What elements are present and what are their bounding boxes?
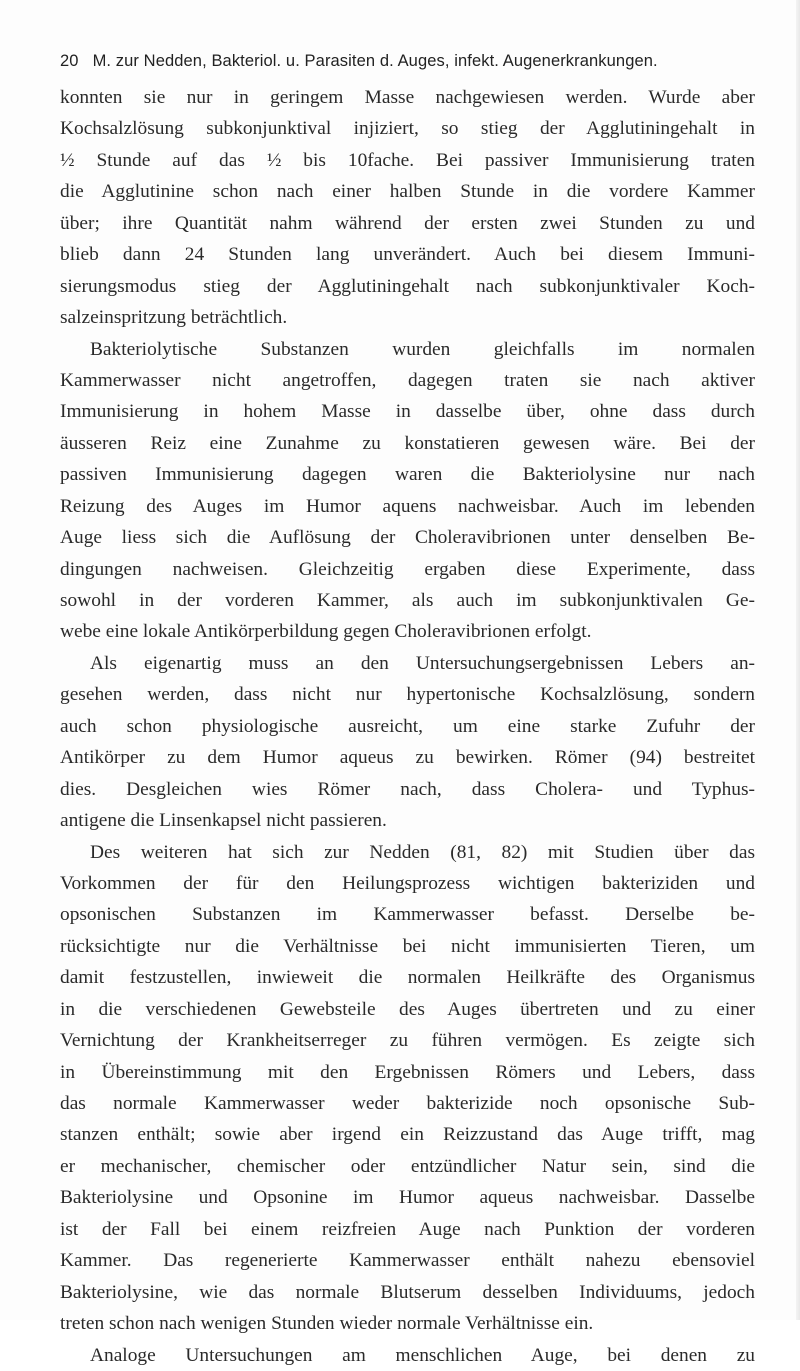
text-line-37: ist der Fall bei einem reizfreien Auge nach Punktion der vorderen (60, 1218, 755, 1240)
text-line-22: Antikörper zu dem Humor aqueus zu bewirken. Römer (94) bestreitet (60, 747, 755, 769)
text-line-33: das normale Kammerwasser weder bakterizide noch opsonische Sub- (60, 1093, 755, 1114)
text-line-34: stanzen enthält; sowie aber irgend ein Reizzustand das Auge trifft, mag (60, 1124, 755, 1146)
text-line-31: Vernichtung der Krankheitserreger zu führen vermögen. Es zeigte sich (60, 1030, 755, 1052)
text-line-3: ½ Stunde auf das ½ bis 10fache. Bei passiver Immunisierung traten (60, 149, 755, 171)
text-line-36: Bakteriolysine und Opsonine im Humor aqueus nachweisbar. Dasselbe (60, 1187, 755, 1209)
text-line-19: Als eigenartig muss an den Untersuchungsergebnissen Lebers an- (90, 652, 755, 674)
page-number: 20 (60, 52, 79, 70)
text-line-40: treten schon nach wenigen Stunden wieder normale Verhältnisse ein. (60, 1313, 594, 1335)
text-line-18: webe eine lokale Antikörperbildung gegen Choleravibrionen erfolgt. (60, 621, 592, 643)
text-line-21: auch schon physiologische ausreicht, um eine starke Zufuhr der (60, 715, 755, 737)
text-line-14: Reizung des Auges im Humor aquens nachweisbar. Auch im lebenden (60, 495, 755, 517)
text-line-7: sierungsmodus stieg der Agglutiningehalt nach subkonjunktivaler Koch- (60, 275, 755, 297)
running-header (60, 52, 750, 71)
text-line-32: in Übereinstimmung mit den Ergebnissen Römers und Lebers, dass (60, 1061, 755, 1083)
body-text (60, 82, 755, 1371)
text-line-20: gesehen werden, dass nicht nur hypertonische Kochsalzlösung, sondern (60, 684, 755, 706)
text-line-16: dingungen nachweisen. Gleichzeitig ergaben diese Experimente, dass (60, 558, 755, 580)
text-line-25: Des weiteren hat sich zur Nedden (81, 82) mit Studien über das (90, 841, 755, 863)
text-line-2: Kochsalzlösung subkonjunktival injiziert, so stieg der Agglutiningehalt in (60, 118, 755, 140)
text-line-6: blieb dann 24 Stunden lang unverändert. Auch bei diesem Immuni- (60, 244, 755, 266)
text-line-30: in die verschiedenen Gewebsteile des Auges übertreten und zu einer (60, 998, 755, 1020)
text-line-13: passiven Immunisierung dagegen waren die Bakteriolysine nur nach (60, 464, 755, 486)
text-line-9: Bakteriolytische Substanzen wurden gleichfalls im normalen (90, 338, 755, 360)
text-line-1: konnten sie nur in geringem Masse nachgewiesen werden. Wurde aber (60, 87, 755, 108)
text-line-15: Auge liess sich die Auflösung der Choleravibrionen unter denselben Be- (60, 527, 755, 549)
text-line-38: Kammer. Das regenerierte Kammerwasser enthält nahezu ebensoviel (60, 1250, 755, 1272)
text-line-4: die Agglutinine schon nach einer halben Stunde in die vordere Kammer (60, 181, 755, 203)
text-line-24: antigene die Linsenkapsel nicht passieren. (60, 810, 387, 832)
text-line-27: opsonischen Substanzen im Kammerwasser befasst. Derselbe be- (60, 904, 755, 926)
text-line-11: Immunisierung in hohem Masse in dasselbe über, ohne dass durch (60, 401, 755, 423)
text-line-17: sowohl in der vorderen Kammer, als auch im subkonjunktivalen Ge- (60, 590, 755, 611)
text-line-12: äusseren Reiz eine Zunahme zu konstatieren gewesen wäre. Bei der (60, 432, 755, 454)
text-line-23: dies. Desgleichen wies Römer nach, dass Cholera- und Typhus- (60, 778, 755, 800)
text-line-35: er mechanischer, chemischer oder entzündlicher Natur sein, sind die (60, 1155, 755, 1177)
text-line-8: salzeinspritzung beträchtlich. (60, 307, 288, 329)
text-line-26: Vorkommen der für den Heilungsprozess wichtigen bakteriziden und (60, 872, 755, 894)
text-line-41: Analoge Untersuchungen am menschlichen Auge, bei denen zu (90, 1344, 755, 1366)
text-line-29: damit festzustellen, inwieweit die normalen Heilkräfte des Organismus (60, 967, 755, 989)
text-line-28: rücksichtigte nur die Verhältnisse bei nicht immunisierten Tieren, um (60, 935, 755, 957)
text-line-5: über; ihre Quantität nahm während der ersten zwei Stunden zu und (60, 212, 755, 234)
running-title: M. zur Nedden, Bakteriol. u. Parasiten d. Auges, infekt. Augenerkrankungen. (92, 52, 658, 70)
page-edge-shadow (796, 0, 800, 1320)
text-line-39: Bakteriolysine, wie das normale Blutserum desselben Individuums, jedoch (60, 1281, 755, 1303)
text-line-10: Kammerwasser nicht angetroffen, dagegen traten sie nach aktiver (60, 369, 755, 391)
